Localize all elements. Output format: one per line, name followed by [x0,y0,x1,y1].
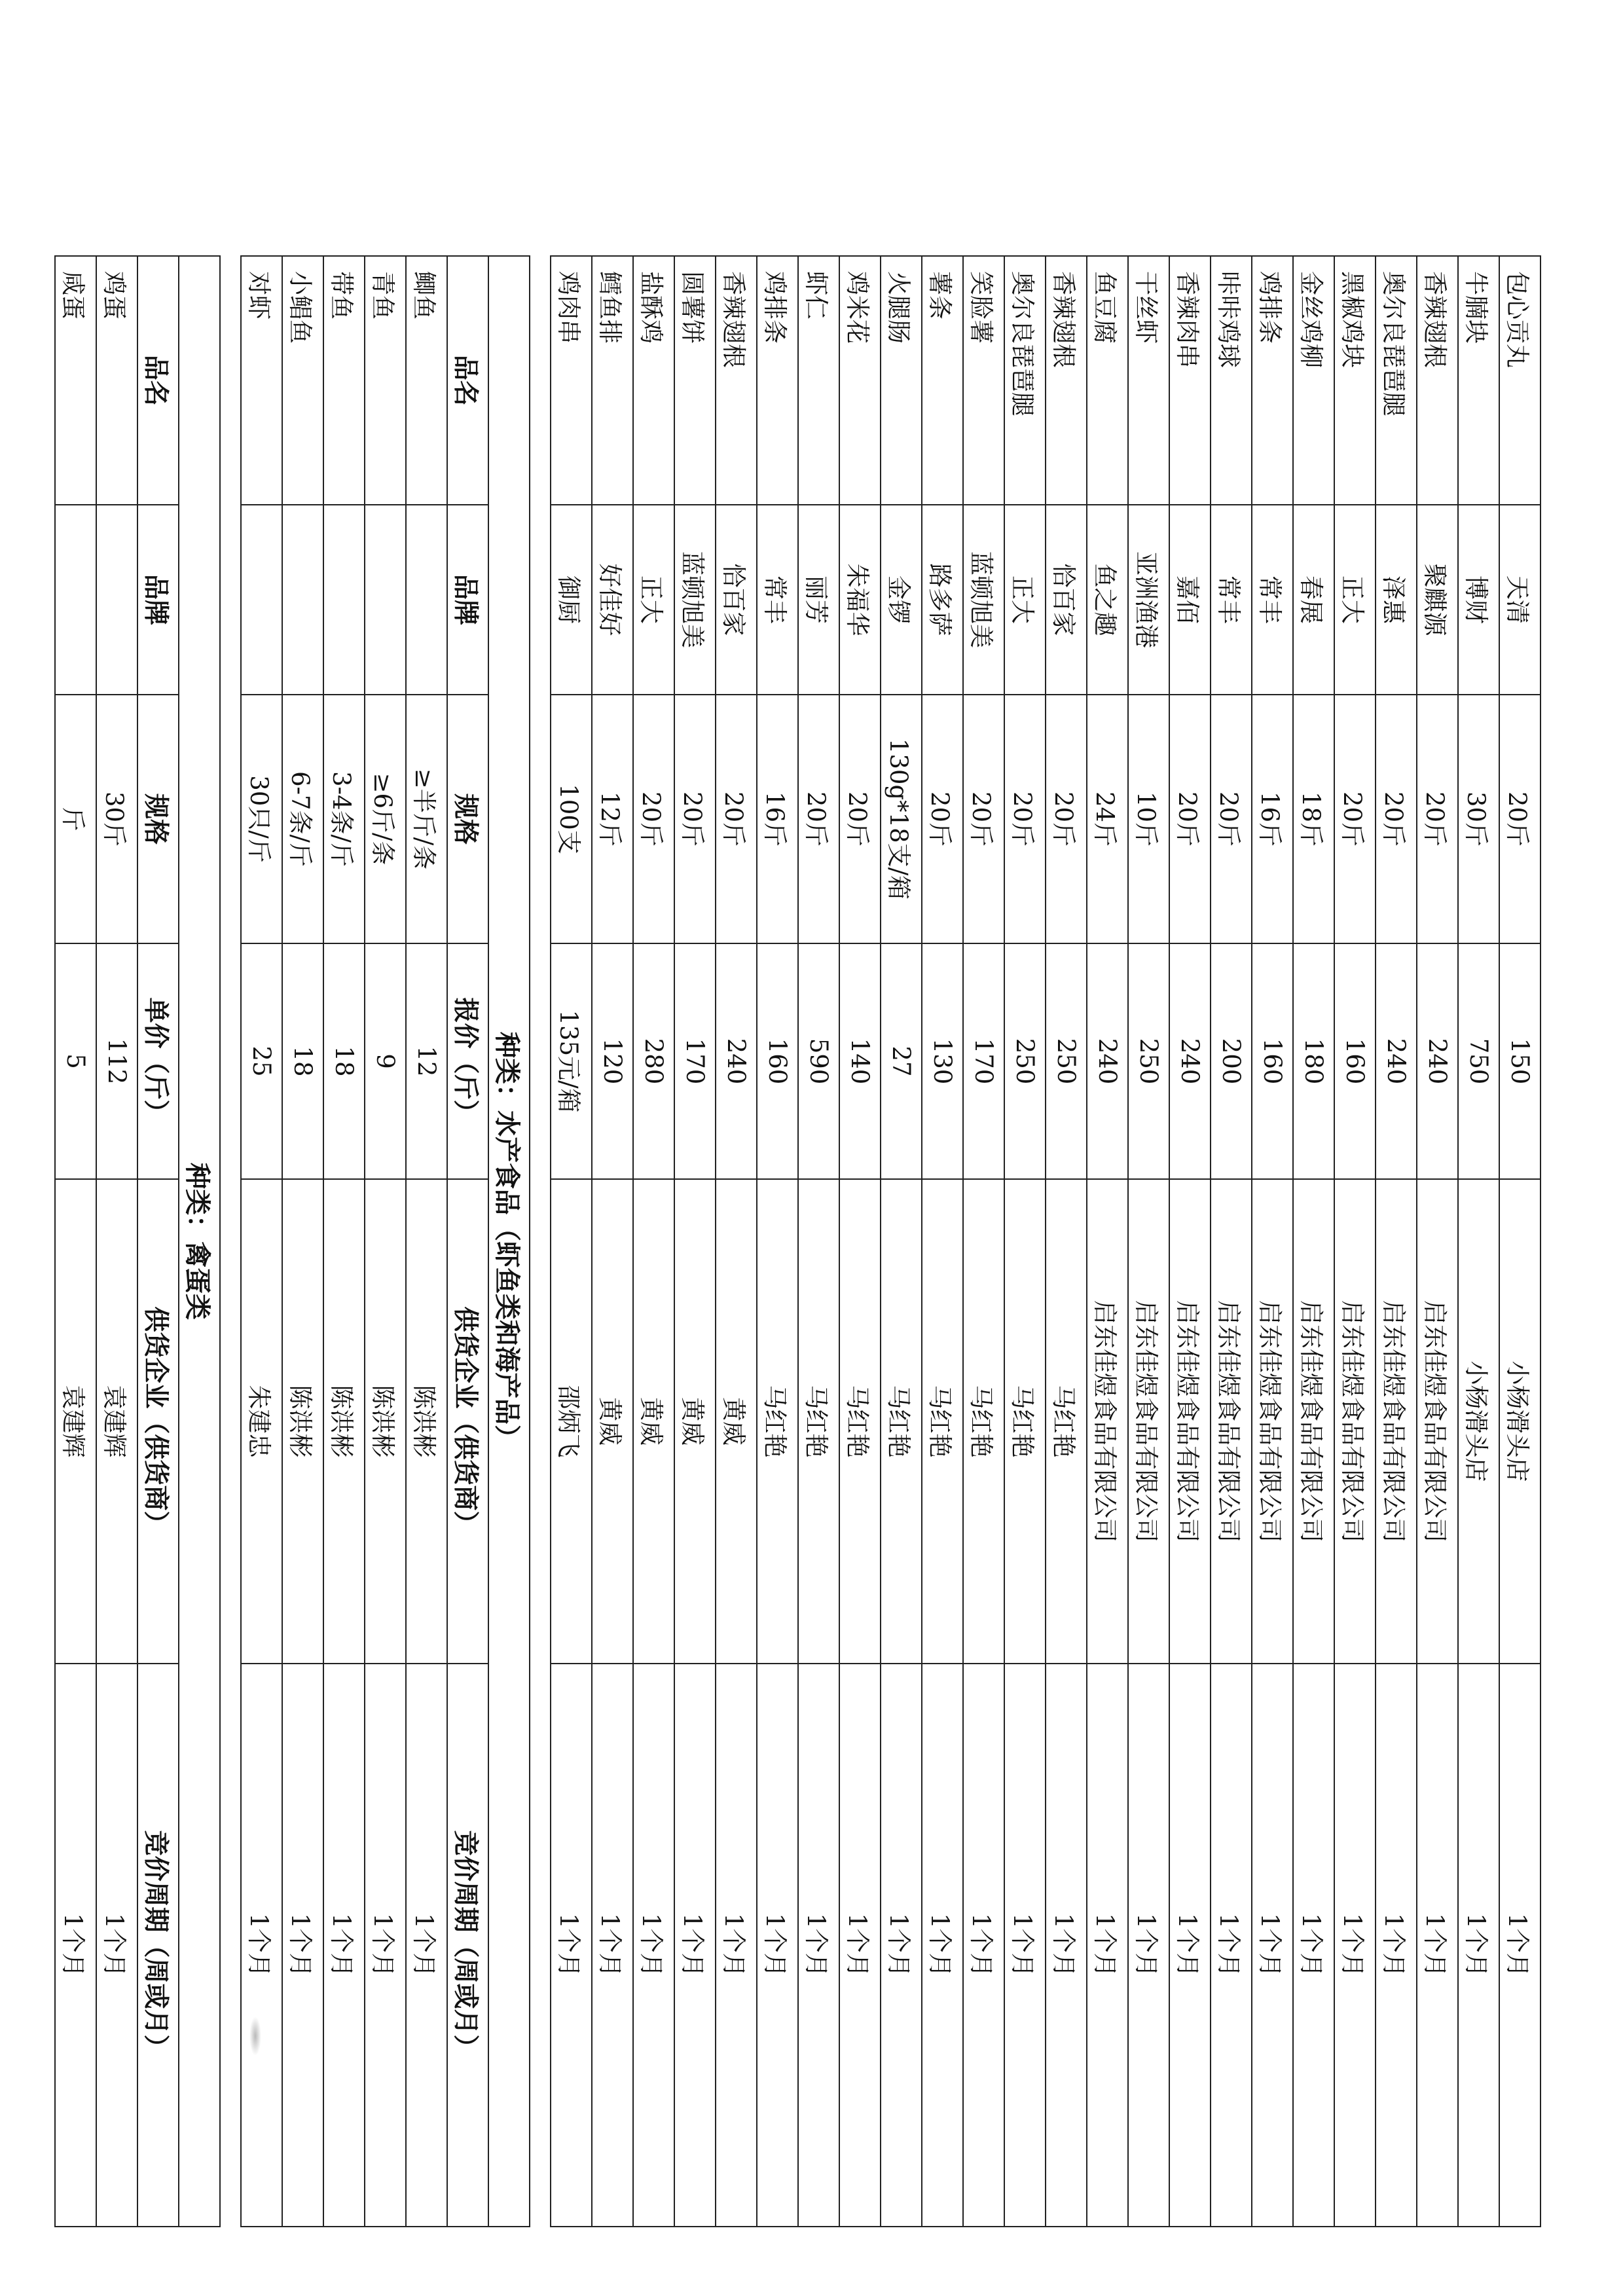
scan-smudge [249,2016,261,2056]
header-name: 品名 [447,256,488,505]
cell-name: 鸡排条 [757,256,798,505]
cell-price: 130 [922,943,963,1179]
cell-cycle: 1个月 [716,1664,757,2227]
cell-brand: 泽惠 [1376,505,1417,695]
cell-supplier: 黄威 [716,1179,757,1664]
cell-brand [323,505,365,695]
cell-spec: 130g*18支/箱 [881,695,922,943]
table-row [96,256,137,2227]
cell-spec: 斤 [55,695,96,943]
cell-spec: 16斤 [1252,695,1293,943]
cell-name: 鸡蛋 [96,256,137,505]
cell-name: 薯条 [922,256,963,505]
cell-price: 12 [406,943,447,1179]
price-table-body [55,256,1541,2227]
cell-cycle: 1个月 [922,1664,963,2227]
cell-name: 鱼豆腐 [1087,256,1128,505]
gap-cell [220,256,241,2227]
cell-supplier: 袁建辉 [96,1179,137,1664]
cell-cycle: 1个月 [282,1664,323,2227]
cell-spec: 30斤 [96,695,137,943]
cell-spec: 30斤 [1458,695,1499,943]
cell-brand: 天清 [1499,505,1541,695]
cell-price: 240 [1417,943,1458,1179]
cell-brand: 丽芳 [798,505,839,695]
table-row [1376,256,1417,2227]
table-row [881,256,922,2227]
table-row [365,256,406,2227]
cell-name: 鸡排条 [1252,256,1293,505]
cell-price: 240 [716,943,757,1179]
cell-name: 小鲳鱼 [282,256,323,505]
cell-name: 牛腩块 [1458,256,1499,505]
cell-spec: 20斤 [798,695,839,943]
header-supplier: 供货企业（供货商） [137,1179,179,1664]
cell-spec: 20斤 [1334,695,1376,943]
cell-cycle: 1个月 [55,1664,96,2227]
table-row [1128,256,1169,2227]
cell-price: 180 [1293,943,1334,1179]
category-title: 种类：水产食品（虾鱼类和海产品） [488,256,530,2227]
cell-price: 27 [881,943,922,1179]
cell-price: 200 [1211,943,1252,1179]
cell-brand [96,505,137,695]
cell-spec: 18斤 [1293,695,1334,943]
table-row [1499,256,1541,2227]
cell-brand: 博财 [1458,505,1499,695]
cell-brand: 正大 [633,505,674,695]
cell-supplier: 启东佳煜食品有限公司 [1293,1179,1334,1664]
header-price: 报价（斤） [447,943,488,1179]
cell-name: 鸡米花 [839,256,881,505]
cell-supplier: 启东佳煜食品有限公司 [1376,1179,1417,1664]
cell-supplier: 马红艳 [881,1179,922,1664]
table-row [592,256,633,2227]
cell-supplier: 小杨滑头店 [1499,1179,1541,1664]
cell-price: 25 [241,943,282,1179]
cell-brand: 春展 [1293,505,1334,695]
cell-cycle: 1个月 [1293,1664,1334,2227]
cell-cycle: 1个月 [406,1664,447,2227]
cell-supplier: 陈洪彬 [282,1179,323,1664]
cell-price: 160 [1252,943,1293,1179]
cell-brand: 常丰 [1211,505,1252,695]
cell-cycle: 1个月 [96,1664,137,2227]
header-row [137,256,179,2227]
cell-cycle: 1个月 [674,1664,716,2227]
cell-name: 带鱼 [323,256,365,505]
header-spec: 规格 [137,695,179,943]
cell-supplier: 陈洪彬 [406,1179,447,1664]
cell-cycle: 1个月 [633,1664,674,2227]
cell-brand: 金锣 [881,505,922,695]
cell-name: 青鱼 [365,256,406,505]
cell-spec: 20斤 [1376,695,1417,943]
cell-name: 咸蛋 [55,256,96,505]
section-gap [220,256,241,2227]
cell-price: 18 [323,943,365,1179]
cell-brand: 鱼之趣 [1087,505,1128,695]
cell-brand: 好佳好 [592,505,633,695]
cell-brand: 恰百家 [716,505,757,695]
cell-name: 香辣翅根 [1046,256,1087,505]
cell-price: 5 [55,943,96,1179]
cell-spec: 20斤 [1004,695,1046,943]
cell-spec: ≥半斤/条 [406,695,447,943]
table-row [323,256,365,2227]
section-gap [530,256,551,2227]
cell-supplier: 启东佳煜食品有限公司 [1169,1179,1211,1664]
cell-spec: 12斤 [592,695,633,943]
cell-spec: 20斤 [633,695,674,943]
cell-brand: 蓝顿旭美 [674,505,716,695]
category-title: 种类：禽蛋类 [179,256,220,2227]
cell-price: 150 [1499,943,1541,1179]
cell-cycle: 1个月 [757,1664,798,2227]
table-row [1458,256,1499,2227]
cell-spec: 20斤 [1417,695,1458,943]
cell-price: 160 [757,943,798,1179]
cell-name: 虾仁 [798,256,839,505]
table-row [798,256,839,2227]
cell-price: 250 [1046,943,1087,1179]
table-row [922,256,963,2227]
cell-supplier: 马红艳 [839,1179,881,1664]
cell-cycle: 1个月 [1252,1664,1293,2227]
cell-price: 250 [1128,943,1169,1179]
table-row [282,256,323,2227]
cell-name: 黑椒鸡块 [1334,256,1376,505]
cell-brand: 恰百家 [1046,505,1087,695]
cell-price: 170 [674,943,716,1179]
cell-supplier: 启东佳煜食品有限公司 [1087,1179,1128,1664]
cell-cycle: 1个月 [1128,1664,1169,2227]
cell-spec: 24斤 [1087,695,1128,943]
cell-supplier: 黄威 [633,1179,674,1664]
cell-supplier: 启东佳煜食品有限公司 [1417,1179,1458,1664]
table-row [1087,256,1128,2227]
cell-name: 包心贡丸 [1499,256,1541,505]
cell-spec: 10斤 [1128,695,1169,943]
cell-spec: 6-7条/斤 [282,695,323,943]
cell-brand: 正大 [1334,505,1376,695]
cell-price: 112 [96,943,137,1179]
table-row [716,256,757,2227]
cell-price: 240 [1169,943,1211,1179]
cell-price: 240 [1087,943,1128,1179]
cell-name: 圆薯饼 [674,256,716,505]
gap-cell [530,256,551,2227]
cell-cycle: 1个月 [1004,1664,1046,2227]
cell-supplier: 黄威 [674,1179,716,1664]
cell-price: 170 [963,943,1004,1179]
cell-cycle: 1个月 [1046,1664,1087,2227]
cell-cycle: 1个月 [963,1664,1004,2227]
cell-supplier: 马红艳 [757,1179,798,1664]
table-row [1334,256,1376,2227]
cell-cycle: 1个月 [1499,1664,1541,2227]
cell-name: 香辣肉串 [1169,256,1211,505]
cell-brand [406,505,447,695]
header-cycle: 竞价周期（周或月） [447,1664,488,2227]
cell-name: 奥尔良琵琶腿 [1004,256,1046,505]
cell-price: 280 [633,943,674,1179]
cell-price: 9 [365,943,406,1179]
header-price: 单价（斤） [137,943,179,1179]
cell-supplier: 邵炳飞 [551,1179,592,1664]
cell-name: 鳕鱼排 [592,256,633,505]
cell-brand: 嘉佰 [1169,505,1211,695]
header-row [447,256,488,2227]
cell-supplier: 马红艳 [798,1179,839,1664]
cell-brand: 朱福华 [839,505,881,695]
cell-supplier: 马红艳 [922,1179,963,1664]
cell-name: 奥尔良琵琶腿 [1376,256,1417,505]
cell-spec: 100支 [551,695,592,943]
table-row [633,256,674,2227]
cell-spec: 20斤 [1169,695,1211,943]
cell-cycle: 1个月 [1334,1664,1376,2227]
cell-name: 笑脸薯 [963,256,1004,505]
cell-supplier: 黄威 [592,1179,633,1664]
cell-name: 对虾 [241,256,282,505]
header-brand: 品牌 [447,505,488,695]
cell-cycle: 1个月 [1169,1664,1211,2227]
table-row [406,256,447,2227]
cell-brand: 常丰 [1252,505,1293,695]
cell-supplier: 小杨滑头店 [1458,1179,1499,1664]
cell-brand: 路多萨 [922,505,963,695]
table-row [1169,256,1211,2227]
cell-brand [55,505,96,695]
cell-price: 750 [1458,943,1499,1179]
cell-spec: 20斤 [922,695,963,943]
cell-brand: 正大 [1004,505,1046,695]
cell-price: 120 [592,943,633,1179]
table-row [241,256,282,2227]
cell-price: 240 [1376,943,1417,1179]
cell-cycle: 1个月 [592,1664,633,2227]
cell-supplier: 朱建忠 [241,1179,282,1664]
cell-name: 香辣翅根 [1417,256,1458,505]
category-row [179,256,220,2227]
cell-spec: 16斤 [757,695,798,943]
cell-supplier: 启东佳煜食品有限公司 [1252,1179,1293,1664]
cell-spec: 20斤 [1211,695,1252,943]
cell-price: 250 [1004,943,1046,1179]
cell-cycle: 1个月 [881,1664,922,2227]
cell-spec: 20斤 [963,695,1004,943]
cell-name: 干丝虾 [1128,256,1169,505]
cell-brand [365,505,406,695]
cell-brand [241,505,282,695]
table-row [55,256,96,2227]
cell-spec: 20斤 [716,695,757,943]
cell-spec: 3-4条/斤 [323,695,365,943]
cell-brand: 常丰 [757,505,798,695]
cell-price: 18 [282,943,323,1179]
table-row [839,256,881,2227]
cell-cycle: 1个月 [1211,1664,1252,2227]
cell-supplier: 马红艳 [1004,1179,1046,1664]
cell-supplier: 袁建辉 [55,1179,96,1664]
table-row [1417,256,1458,2227]
cell-name: 盐酥鸡 [633,256,674,505]
cell-cycle: 1个月 [1458,1664,1499,2227]
cell-cycle: 1个月 [1087,1664,1128,2227]
cell-name: 香辣翅根 [716,256,757,505]
cell-brand: 蓝顿旭美 [963,505,1004,695]
table-row [1004,256,1046,2227]
price-table-wrap [54,255,1541,2226]
cell-brand: 御厨 [551,505,592,695]
cell-spec: 20斤 [674,695,716,943]
cell-brand [282,505,323,695]
header-supplier: 供货企业（供货商） [447,1179,488,1664]
cell-supplier: 陈洪彬 [365,1179,406,1664]
table-row [1252,256,1293,2227]
cell-name: 金丝鸡柳 [1293,256,1334,505]
cell-name: 鲫鱼 [406,256,447,505]
cell-price: 160 [1334,943,1376,1179]
cell-cycle: 1个月 [323,1664,365,2227]
table-row [674,256,716,2227]
header-spec: 规格 [447,695,488,943]
cell-name: 鸡肉串 [551,256,592,505]
cell-name: 咔咔鸡球 [1211,256,1252,505]
cell-supplier: 陈洪彬 [323,1179,365,1664]
cell-brand: 亚洲渔港 [1128,505,1169,695]
table-row [551,256,592,2227]
cell-spec: 20斤 [839,695,881,943]
price-table [54,255,1541,2227]
cell-cycle: 1个月 [1417,1664,1458,2227]
header-brand: 品牌 [137,505,179,695]
table-row [1293,256,1334,2227]
cell-spec: 20斤 [1499,695,1541,943]
header-cycle: 竞价周期（周或月） [137,1664,179,2227]
cell-cycle: 1个月 [798,1664,839,2227]
cell-supplier: 马红艳 [1046,1179,1087,1664]
cell-spec: ≥6斤/条 [365,695,406,943]
cell-cycle: 1个月 [1376,1664,1417,2227]
table-row [757,256,798,2227]
table-row [1211,256,1252,2227]
table-row [963,256,1004,2227]
cell-price: 135元/箱 [551,943,592,1179]
header-name: 品名 [137,256,179,505]
cell-cycle: 1个月 [839,1664,881,2227]
cell-price: 590 [798,943,839,1179]
cell-supplier: 启东佳煜食品有限公司 [1128,1179,1169,1664]
cell-spec: 20斤 [1046,695,1087,943]
category-row [488,256,530,2227]
cell-supplier: 启东佳煜食品有限公司 [1211,1179,1252,1664]
cell-supplier: 启东佳煜食品有限公司 [1334,1179,1376,1664]
cell-price: 140 [839,943,881,1179]
cell-brand: 聚麒源 [1417,505,1458,695]
cell-cycle: 1个月 [365,1664,406,2227]
table-row [1046,256,1087,2227]
cell-name: 火腿肠 [881,256,922,505]
cell-cycle: 1个月 [551,1664,592,2227]
cell-spec: 30只/斤 [241,695,282,943]
cell-supplier: 马红艳 [963,1179,1004,1664]
cell-cycle: 1个月 [241,1664,282,2227]
